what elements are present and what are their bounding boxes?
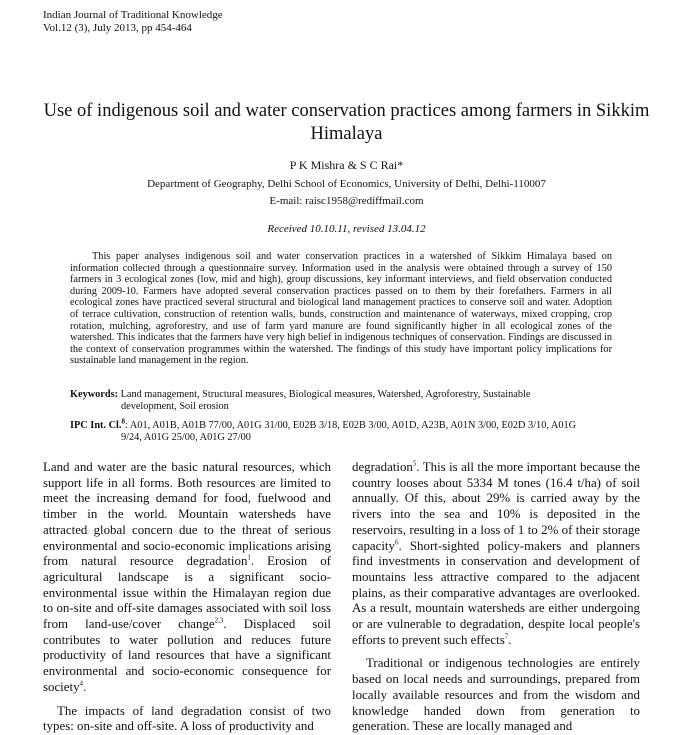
ipc-classification — [70, 417, 612, 443]
citation-ref: 5 — [412, 459, 417, 468]
journal-header — [43, 9, 223, 35]
journal-name: Indian Journal of Traditional Knowledge — [43, 9, 223, 21]
citation-ref: 7 — [504, 632, 509, 641]
text-run: . Short-sighted policy-makers and planners find investments in conservation and development of mountains less attractive compared to the adjacent plains, as their comparative advantages are overlooked. As a result, mountain watersheds are either undergoing or are vulnerable to degradation, despite local people's efforts to prevent such effects — [352, 538, 640, 647]
text-run: degradation — [352, 460, 413, 474]
paragraph — [352, 460, 640, 648]
authors: P K Mishra & S C Rai* — [289, 158, 404, 172]
text-run: Land and water are the basic natural resources, which support life in all forms. Both resources are limited to meet the increasing demand for food, fuelwood and timber in the world. Mountain watersheds have attracted global concern due to the threat of serious environmental and socio-economic implications arising from natural resource degradation — [43, 460, 331, 569]
abstract: This paper analyses indigenous soil and water conservation practices in a watershed of Sikkim Himalaya based on information collected through a questionnaire survey. Information used in the analysis were obtained through a survey of 150 farmers in 3 ecological zones (low, mid and high), group discussions, key informant interviews, and field observation conducted during 2009-10. Farmers have adopted several conservation practices passed on to them by their forefathers. Farmers in all ecological zones have practiced several structural and biological land management practices to conserve soil and water. Adoption of terrace cultivation, construction of retention walls, bunds, construction and maintenance of waterways, mixed cropping, crop rotation, mulching, agroforestry, and use of farm yard manure are found significantly higher in all ecological zones of the watershed. This indicates that the farmers have very high belief in indigenous techniques of conservation. Findings are discussed in the context of conservation programmes within the watershed. The findings of this study have important policy implications for sustainable land management in the region. — [70, 251, 612, 367]
ipc-label: IPC Int. Cl. — [70, 420, 122, 431]
keywords — [70, 389, 612, 412]
citation-ref: 2,3 — [214, 616, 224, 625]
text-run: . This is all the more important because the country looses about 5334 M tones (16.4 t/ha) of soil annually. Of this, about 29% is carried away by the rivers into the sea and 10% is deposited in the reservoirs, resulting in a loss of 1 to 2% of their storage capacity — [352, 460, 640, 553]
paper-title: Use of indigenous soil and water conservation practices among farmers in Sikkim Himalaya — [43, 101, 650, 144]
paragraph: The impacts of land degradation consist of two types: on-site and off-site. A loss of productivity and — [43, 703, 331, 734]
text-run: . Displaced soil contributes to water pollution and reduces future productivity of land resources that have a significant environmental and socio-economic consequence for society — [43, 617, 331, 694]
keywords-label: Keywords: — [70, 389, 119, 400]
body-column-right — [352, 460, 640, 735]
ipc-sup: 8 — [121, 417, 125, 426]
text-run: . — [83, 679, 87, 694]
ipc-line1: : A01, A01B, A01B 77/00, A01G 31/00, E02B 3/18, E02B 3/00, A01D, A23B, A01N 3/00, E02D 3/10, A01G — [125, 420, 577, 431]
affiliation: Department of Geography, Delhi School of Economics, University of Delhi, Delhi-110007 — [147, 178, 546, 190]
ipc-line2: 9/24, A01G 25/00, A01G 27/00 — [121, 431, 251, 443]
citation-ref: 1 — [247, 553, 251, 562]
received-dates: Received 10.10.11, revised 13.04.12 — [267, 223, 426, 235]
citation-ref: 6 — [394, 538, 399, 547]
email: E-mail: raisc1958@rediffmail.com — [269, 195, 424, 207]
journal-issue: Vol.12 (3), July 2013, pp 454-464 — [43, 22, 192, 34]
keywords-line2: development, Soil erosion — [121, 400, 229, 412]
text-run: . Erosion of agricultural landscape is a significant socio-environmental issue within the Himalayan region due to on-site and off-site damages associated with soil loss from land-use/cover change — [43, 554, 331, 632]
paragraph — [43, 460, 331, 696]
body-column-left — [43, 460, 331, 735]
keywords-line1: Land management, Structural measures, Biological measures, Watershed, Agroforestry, Sustainable — [120, 389, 531, 400]
paragraph: Traditional or indigenous technologies are entirely based on local needs and surroundings, prepared from locally available resources and from the wisdom and knowledge handed down from generation to generation. These are locally managed and — [352, 656, 640, 734]
text-run: . — [508, 632, 512, 647]
citation-ref: 4 — [79, 679, 84, 688]
